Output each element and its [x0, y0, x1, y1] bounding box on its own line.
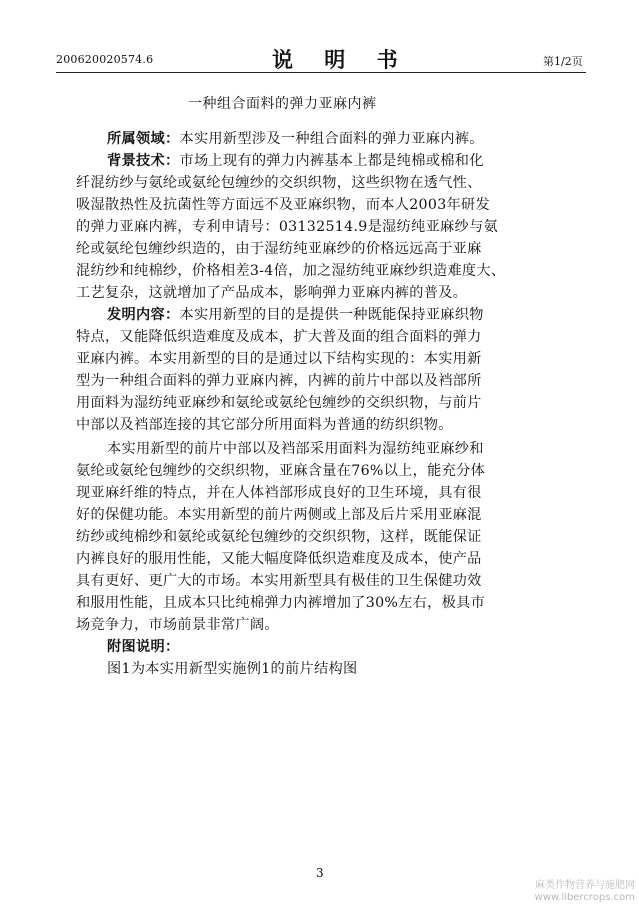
text-line: 型为一种组合面料的弹力亚麻内裤，内裤的前片中部以及裆部所	[76, 373, 482, 389]
text-line: 好的保健功能。本实用新型的前片两侧或上部及后片采用亚麻混	[76, 507, 482, 523]
text-line: 背景技术：市场上现有的弹力内裤基本上都是纯棉或棉和化	[107, 153, 484, 169]
section-heading: 发明内容：	[107, 307, 180, 323]
section-heading: 所属领域：	[107, 131, 180, 147]
header-title: 说 明 书	[272, 47, 410, 72]
text-line: 的弹力亚麻内裤，专利申请号：03132514.9是湿纺纯亚麻纱与氨	[76, 219, 498, 235]
text-line: 和服用性能，且成本只比纯棉弹力内裤增加了30%左右，极具市	[76, 595, 486, 611]
text-line: 中部以及裆部连接的其它部分所用面料为普通的纺织织物。	[76, 417, 453, 433]
text-line: 场竞争力，市场前景非常广阔。	[76, 617, 279, 633]
page-info: 第1/2页	[543, 55, 583, 68]
text-line: 具有更好、更广大的市场。本实用新型具有极佳的卫生保健功效	[76, 573, 482, 589]
watermark-cn: 麻类作物营养与施肥网	[535, 880, 635, 891]
text-line: 现亚麻纤维的特点，并在人体裆部形成良好的卫生环境，具有很	[76, 485, 482, 501]
text-line: 亚麻内裤。本实用新型的目的是通过以下结构实现的：本实用新	[76, 351, 482, 367]
document-title: 一种组合面料的弹力亚麻内裤	[188, 96, 377, 112]
header-rule	[56, 72, 586, 73]
watermark-url: www.libercrops.com	[534, 892, 635, 903]
text-line: 工艺复杂，这就增加了产品成本，影响弹力亚麻内裤的普及。	[76, 285, 468, 301]
section-heading: 附图说明：	[107, 639, 180, 655]
text-line: 纤混纺纱与氨纶或氨纶包缠纱的交织织物，这些织物在透气性、	[76, 175, 482, 191]
text-line: 纶或氨纶包缠纱织造的，由于湿纺纯亚麻纱的价格远远高于亚麻	[76, 241, 482, 257]
text-line: 纺纱或纯棉纱和氨纶或氨纶包缠纱的交织织物，这样，既能保证	[76, 529, 482, 545]
text-line	[107, 636, 179, 656]
text-line: 氨纶或氨纶包缠纱的交织织物，亚麻含量在76%以上，能充分体	[76, 463, 486, 479]
text-line: 特点，又能降低织造难度及成本，扩大普及面的组合面料的弹力	[76, 329, 482, 345]
text-line: 内裤良好的服用性能，又能大幅度降低织造难度及成本，使产品	[76, 551, 482, 567]
text-line: 用面料为湿纺纯亚麻纱和氨纶或氨纶包缠纱的交织织物，与前片	[76, 395, 482, 411]
text-line: 所属领域：本实用新型涉及一种组合面料的弹力亚麻内裤。	[107, 131, 484, 147]
text-line: 吸湿散热性及抗菌性等方面远不及亚麻织物，而本人2003年研发	[76, 197, 490, 213]
section-heading: 背景技术：	[107, 153, 180, 169]
text-line: 发明内容：本实用新型的目的是提供一种既能保持亚麻织物	[107, 307, 484, 323]
text-line: 本实用新型的前片中部以及裆部采用面料为湿纺纯亚麻纱和	[107, 441, 484, 457]
text-line: 混纺纱和纯棉纱，价格相差3-4倍，加之湿纺纯亚麻纱织造难度大、	[76, 263, 506, 279]
site-watermark	[505, 880, 635, 904]
doc-number: 200620020574.6	[56, 53, 154, 66]
page-number: 3	[316, 866, 324, 880]
text-line: 图1为本实用新型实施例1的前片结构图	[107, 661, 358, 677]
